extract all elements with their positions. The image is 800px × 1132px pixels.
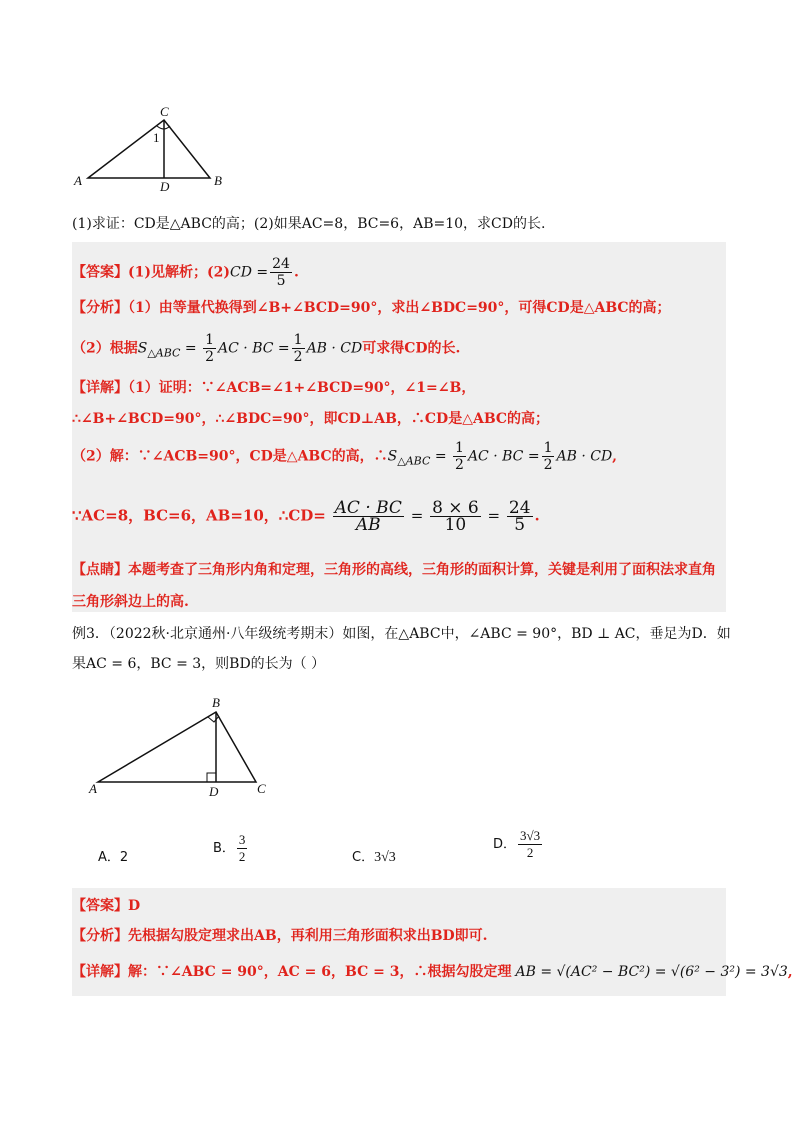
cd-f3-d: 5 [514,515,526,535]
half-d-2: 2 [293,349,303,365]
answer-num: 24 [272,256,290,272]
cd-f1-n: AC · BC [334,498,402,518]
label2-D: D [209,784,219,799]
detail-tag: 【详解】 [72,380,128,396]
label-B: B [214,173,222,188]
example3-line-1: 例3．（2022秋·北京通州·八年级统考期末）如图，在△ABC中，∠ABC = 90°，BD ⊥ AC，垂足为D．如 [72,626,731,642]
cd-frac-3 [507,500,533,533]
option-b-d: 2 [238,849,246,864]
ex3-detail-text: 解：∵∠ABC = 90°，AC = 6，BC = 3，∴根据勾股定理 [128,964,512,980]
detail-line-2: ∴∠B+∠BCD=90°，∴∠BDC=90°，即CD⊥AB，∴CD是△ABC的高； [72,411,550,427]
ac-bc: AC · BC = [218,340,290,357]
ex3-answer-value: D [128,898,141,914]
option-d-label: D． [493,837,517,852]
half-n-1: 1 [205,332,215,348]
label-A: A [74,173,82,188]
answer-text: (1)见解析；(2) [128,264,230,281]
label-D: D [160,179,170,194]
figure-triangle-2 [90,700,280,795]
option-b[interactable] [213,832,249,865]
area-s-2: S [387,448,398,465]
area-sub-2: △ABC [397,454,431,468]
cd-frac-1 [333,500,404,533]
comment-text-1: 本题考查了三角形内角和定理，三角形的高线，三角形的面积计算，关键是利用了面积法求直角 [128,562,716,578]
analysis-text-2a: （2）根据 [72,340,138,357]
cd-f3-n: 24 [508,498,531,518]
figure-triangle-1 [60,100,240,195]
answer-end: . [293,264,299,281]
answer-fraction [270,256,292,289]
option-d-d: 2 [526,845,534,860]
ex3-answer-tag: 【答案】 [72,898,128,914]
analysis-line-1 [72,298,671,318]
comment-tag: 【点睛】 [72,562,128,578]
comment-line-2: 三角形斜边上的高. [72,594,189,610]
label2-C: C [257,781,266,796]
option-d[interactable] [493,828,544,861]
ex3-detail-formula: AB = √(AC² − BC²) = √(6² − 3²) = 3√3 [515,964,788,980]
ac-bc-2: AC · BC = [467,448,540,465]
option-c[interactable] [352,846,396,866]
detail-text-3a: （2）解：∵∠ACB=90°，CD是△ABC的高，∴ [72,448,388,465]
cd-frac-2 [430,500,481,533]
ex3-detail-tag: 【详解】 [72,964,128,980]
half-n-2: 1 [293,332,303,348]
area-sub: △ABC [147,346,181,360]
detail-text-4a: ∵AC=8，BC=6，AB=10，∴CD= [72,506,326,525]
half-frac-4 [542,440,555,473]
label2-B: B [212,695,220,710]
half-frac-1 [203,332,216,365]
cd-f2-n: 8 × 6 [432,498,479,518]
answer-line [72,256,299,289]
analysis-line-2: （2）根据$S_{\triangle ABC}$ = $\frac{1}{2}$ AC · BC = $\frac{1}{2}$ AB · CD可求得CD的长. [72,332,461,365]
option-b-n: 3 [238,832,246,847]
analysis-tag: 【分析】 [72,300,128,316]
question-statement: (1)求证：CD是△ABC的高；(2)如果AC=8，BC=6，AB=10，求CD的长. [72,216,546,232]
ex3-analysis-text: 先根据勾股定理求出AB，再利用三角形面积求出BD即可. [128,928,488,944]
detail-line-1 [72,378,475,398]
ex3-detail-end: , [787,964,793,980]
half-n-3: 1 [455,440,464,456]
half-d-4: 2 [543,457,553,473]
example3-line-2: 果AC = 6，BC = 3，则BD的长为（ ） [72,656,326,672]
ex3-analysis-tag: 【分析】 [72,928,128,944]
option-a[interactable]: A．2 [98,850,129,865]
label-1: 1 [153,130,160,145]
ex3-answer-line [72,896,140,916]
answer-tag: 【答案】 [72,264,128,281]
triangle-abc [88,120,210,178]
cd-f1-d: AB [355,515,381,535]
half-frac-3 [453,440,466,473]
option-d-n: 3√3 [520,828,541,843]
half-frac-2 [292,332,305,365]
ab-cd: AB · CD [306,340,363,357]
cd-f2-d: 10 [444,515,467,535]
cd-end: . [534,506,540,525]
detail-text-1: （1）证明：∵∠ACB=∠1+∠BCD=90°，∠1=∠B， [128,380,476,396]
option-c-value: 3√3 [374,850,396,865]
area-s: S [137,340,148,357]
triangle-abc-2 [98,712,256,782]
label2-A: A [89,781,97,796]
detail-line-3: （2）解：∵∠ACB=90°，CD是△ABC的高，$\therefore S_{\triangle ABC}$ = $\frac{1}{2}$ AC · BC = $\frac{1}{2}$ AB · CD, [72,440,618,473]
detail-3-tail: , [612,448,618,465]
ex3-detail-line [72,962,793,982]
detail-line-4: ∵AC=8，BC=6，AB=10，∴CD= $\frac{AC \cdot BC}{AB}$ = $\frac{8 \times 6}{10}$ = $\frac{24}{5}$ . [72,498,540,535]
comment-line-1 [72,560,716,580]
half-d-3: 2 [455,457,464,473]
option-b-frac [237,832,248,865]
answer-den: 5 [276,273,286,289]
analysis-text-1: （1）由等量代换得到∠B+∠BCD=90°，求出∠BDC=90°，可得CD是△ABC的高； [128,300,671,316]
right-angle-mark-b [208,716,219,722]
half-n-4: 1 [543,440,553,456]
ab-cd-2: AB · CD [556,448,613,465]
option-c-label: C． [352,850,375,865]
answer-cd: CD = [229,264,269,281]
option-b-label: B． [213,841,235,856]
analysis-text-2-end: 可求得CD的长. [362,340,461,357]
half-d-1: 2 [205,349,215,365]
option-d-frac [518,828,542,861]
right-angle-mark-d [207,773,216,782]
label-C: C [160,104,169,119]
ex3-analysis-line [72,926,488,946]
